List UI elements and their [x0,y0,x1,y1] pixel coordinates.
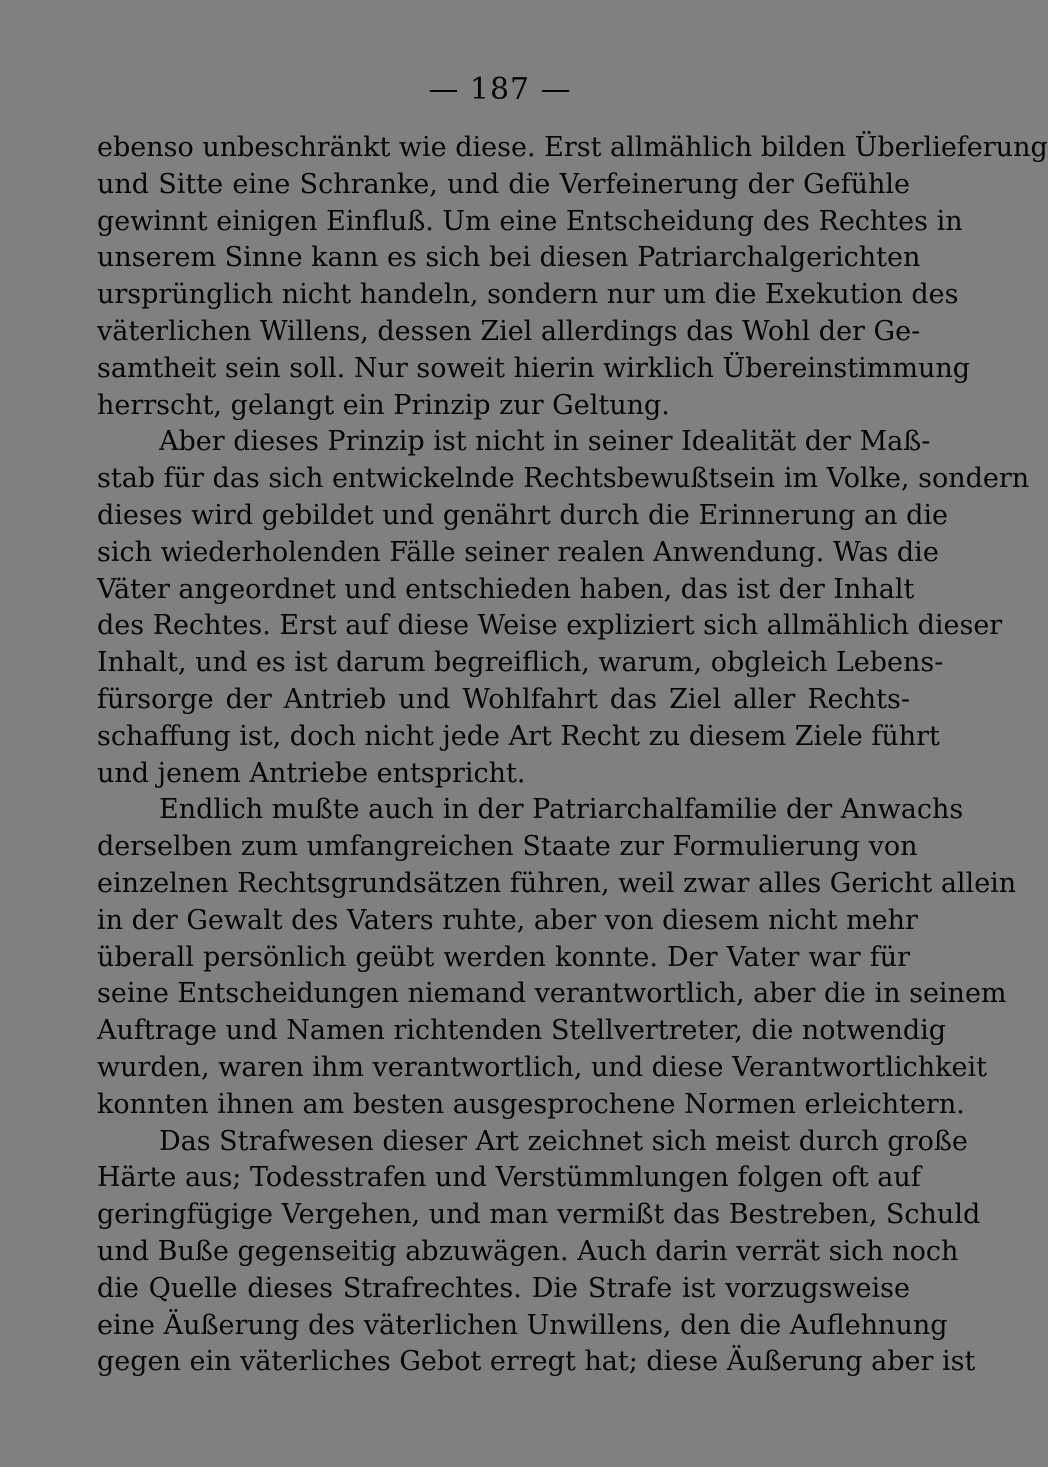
text-line: des Rechtes. Erst auf diese Weise expliziert sich allmählich dieser [97,610,1003,642]
text-line: und jenem Antriebe entspricht. [97,757,526,789]
text-line: Endlich mußte auch in der Patriarchalfamilie der Anwachs [159,794,964,826]
text-line: väterlichen Willens, dessen Ziel allerdings das Wohl der Ge- [97,315,921,347]
page-number: — 187 — [428,72,572,107]
text-line: gegen ein väterliches Gebot erregt hat; diese Äußerung aber ist [97,1346,976,1378]
text-line: Inhalt, und es ist darum begreiflich, warum, obgleich Lebens- [97,647,944,679]
text-line: sich wiederholenden Fälle seiner realen Anwendung. Was die [97,536,939,568]
text-line: fürsorge der Antrieb und Wohlfahrt das Ziel aller Rechts- [97,683,910,715]
text-line: Härte aus; Todesstrafen und Verstümmlungen folgen oft auf [97,1162,921,1194]
text-line: geringfügige Vergehen, und man vermißt das Bestreben, Schuld [97,1199,981,1231]
text-line: ursprünglich nicht handeln, sondern nur um die Exekution des [97,279,959,311]
text-line: dieses wird gebildet und genährt durch die Erinnerung an die [97,499,949,531]
text-line: und Sitte eine Schranke, und die Verfeinerung der Gefühle [97,168,910,200]
text-line: wurden, waren ihm verantwortlich, und diese Verantwortlichkeit [97,1051,987,1083]
text-line: überall persönlich geübt werden konnte. Der Vater war für [97,941,910,973]
text-line: und Buße gegenseitig abzuwägen. Auch darin verrät sich noch [97,1235,959,1267]
text-line: die Quelle dieses Strafrechtes. Die Strafe ist vorzugsweise [97,1272,910,1304]
text-line: herrscht, gelangt ein Prinzip zur Geltung. [97,389,670,421]
text-line: einzelnen Rechtsgrundsätzen führen, weil zwar alles Gericht allein [97,867,1017,899]
text-line: samtheit sein soll. Nur soweit hierin wirklich Übereinstimmung [97,352,971,384]
text-line: derselben zum umfangreichen Staate zur Formulierung von [97,831,918,863]
text-line: Väter angeordnet und entschieden haben, das ist der Inhalt [97,573,915,605]
text-line: Aber dieses Prinzip ist nicht in seiner Idealität der Maß- [159,426,931,458]
text-line: in der Gewalt des Vaters ruhte, aber von diesem nicht mehr [97,904,918,936]
text-line: Das Strafwesen dieser Art zeichnet sich meist durch große [159,1125,968,1157]
text-line: gewinnt einigen Einfluß. Um eine Entscheidung des Rechtes in [97,205,963,237]
text-line: eine Äußerung des väterlichen Unwillens, den die Auflehnung [97,1309,948,1341]
text-line: seine Entscheidungen niemand verantwortlich, aber die in seinem [97,978,1007,1010]
text-line: unserem Sinne kann es sich bei diesen Patriarchalgerichten [97,242,921,274]
text-line: konnten ihnen am besten ausgesprochene Normen erleichtern. [97,1088,965,1120]
text-line: schaffung ist, doch nicht jede Art Recht zu diesem Ziele führt [97,720,940,752]
text-line: stab für das sich entwickelnde Rechtsbewußtsein im Volke, sondern [97,463,1030,495]
text-line: ebenso unbeschränkt wie diese. Erst allmählich bilden Überlieferung [97,132,1048,163]
text-line: Auftrage und Namen richtenden Stellvertreter, die notwendig [97,1015,947,1047]
body-text [97,130,1048,1381]
